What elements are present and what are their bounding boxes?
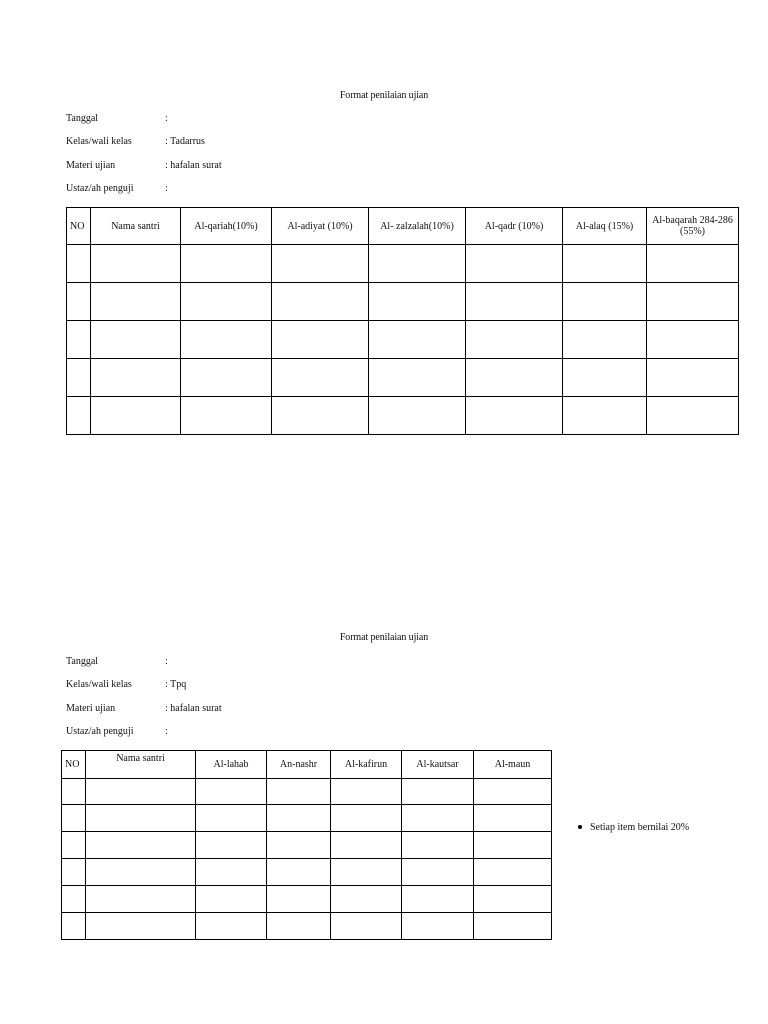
table-cell[interactable] <box>196 832 267 859</box>
table-cell[interactable] <box>272 245 369 283</box>
scoring-note-text: Setiap item bernilai 20% <box>590 822 690 833</box>
table-cell[interactable] <box>563 397 647 435</box>
examiner-label: Ustaz/ah penguji <box>66 183 134 194</box>
table-cell[interactable] <box>86 886 196 913</box>
table-cell[interactable] <box>466 359 563 397</box>
table-cell[interactable] <box>647 397 739 435</box>
table-cell[interactable] <box>86 805 196 832</box>
material-label: Materi ujian <box>66 703 116 714</box>
table-row <box>67 283 739 321</box>
table-cell[interactable] <box>62 805 86 832</box>
header-student-name: Nama santri <box>86 751 196 779</box>
header-al-maun: Al-maun <box>474 751 552 779</box>
table-row <box>62 859 552 886</box>
table-row <box>67 321 739 359</box>
form-2-title: Format penilaian ujian <box>339 632 429 643</box>
table-cell[interactable] <box>267 913 331 940</box>
table-cell[interactable] <box>369 359 466 397</box>
table-row <box>67 397 739 435</box>
table-cell[interactable] <box>267 779 331 805</box>
table-cell[interactable] <box>563 359 647 397</box>
material-label: Materi ujian <box>66 160 116 171</box>
table-cell[interactable] <box>91 321 181 359</box>
table-cell[interactable] <box>181 245 272 283</box>
table-cell[interactable] <box>196 913 267 940</box>
table-cell[interactable] <box>369 245 466 283</box>
header-al-kautsar: Al-kautsar <box>402 751 474 779</box>
table-cell[interactable] <box>331 859 402 886</box>
table-cell[interactable] <box>86 832 196 859</box>
table-cell[interactable] <box>91 283 181 321</box>
table-cell[interactable] <box>466 321 563 359</box>
table-cell[interactable] <box>402 779 474 805</box>
table-cell[interactable] <box>402 859 474 886</box>
table-cell[interactable] <box>267 886 331 913</box>
table-cell[interactable] <box>86 913 196 940</box>
date-value: : <box>165 656 168 667</box>
class-value: : Tpq <box>165 679 187 690</box>
table-row <box>62 913 552 940</box>
form-1-title: Format penilaian ujian <box>339 90 429 101</box>
table-header-row <box>67 208 739 245</box>
table-cell[interactable] <box>369 321 466 359</box>
table-cell[interactable] <box>647 245 739 283</box>
bullet-icon <box>578 825 582 829</box>
table-header-row <box>62 751 552 779</box>
table-cell[interactable] <box>331 779 402 805</box>
table-cell[interactable] <box>67 397 91 435</box>
table-cell[interactable] <box>181 359 272 397</box>
table-cell[interactable] <box>91 245 181 283</box>
table-cell[interactable] <box>466 397 563 435</box>
table-cell[interactable] <box>267 805 331 832</box>
table-cell[interactable] <box>62 779 86 805</box>
table-row <box>62 832 552 859</box>
material-value: : hafalan surat <box>165 160 222 171</box>
table-cell[interactable] <box>402 805 474 832</box>
table-cell[interactable] <box>369 397 466 435</box>
table-cell[interactable] <box>181 321 272 359</box>
header-student-name: Nama santri <box>91 208 181 245</box>
examiner-value: : <box>165 183 168 194</box>
table-cell[interactable] <box>86 779 196 805</box>
class-label: Kelas/wali kelas <box>66 679 132 690</box>
header-al-baqarah: Al-baqarah 284-286 (55%) <box>647 208 739 245</box>
date-value: : <box>165 113 168 124</box>
examiner-value: : <box>165 726 168 737</box>
table-cell[interactable] <box>267 832 331 859</box>
table-cell[interactable] <box>474 805 552 832</box>
table-row <box>62 805 552 832</box>
table-cell[interactable] <box>647 321 739 359</box>
header-no: NO <box>67 208 91 245</box>
class-value: : Tadarrus <box>165 136 205 147</box>
table-cell[interactable] <box>474 859 552 886</box>
date-label: Tanggal <box>66 656 99 667</box>
examiner-label: Ustaz/ah penguji <box>66 726 134 737</box>
table-row <box>62 886 552 913</box>
table-cell[interactable] <box>196 859 267 886</box>
table-cell[interactable] <box>62 832 86 859</box>
table-cell[interactable] <box>331 913 402 940</box>
table-cell[interactable] <box>563 283 647 321</box>
table-cell[interactable] <box>647 283 739 321</box>
scoring-note <box>578 822 689 833</box>
table-cell[interactable] <box>369 283 466 321</box>
table-cell[interactable] <box>466 245 563 283</box>
table-cell[interactable] <box>402 913 474 940</box>
table-row <box>67 359 739 397</box>
table-row <box>62 779 552 805</box>
table-row <box>67 245 739 283</box>
header-al-qadr: Al-qadr (10%) <box>466 208 563 245</box>
header-al-zalzalah: Al- zalzalah(10%) <box>369 208 466 245</box>
table-cell[interactable] <box>466 283 563 321</box>
table-cell[interactable] <box>196 805 267 832</box>
header-al-qariah: Al-qariah(10%) <box>181 208 272 245</box>
table-cell[interactable] <box>563 245 647 283</box>
date-label: Tanggal <box>66 113 99 124</box>
table-cell[interactable] <box>647 359 739 397</box>
header-al-alaq: Al-alaq (15%) <box>563 208 647 245</box>
table-cell[interactable] <box>62 913 86 940</box>
table-cell[interactable] <box>91 397 181 435</box>
table-cell[interactable] <box>331 832 402 859</box>
table-cell[interactable] <box>474 832 552 859</box>
score-table-1 <box>66 207 739 435</box>
table-cell[interactable] <box>272 397 369 435</box>
table-cell[interactable] <box>67 321 91 359</box>
material-value: : hafalan surat <box>165 703 222 714</box>
header-no: NO <box>62 751 86 779</box>
table-cell[interactable] <box>402 886 474 913</box>
table-cell[interactable] <box>62 886 86 913</box>
table-cell[interactable] <box>181 397 272 435</box>
table-cell[interactable] <box>272 359 369 397</box>
header-al-kafirun: Al-kafirun <box>331 751 402 779</box>
header-al-adiyat: Al-adiyat (10%) <box>272 208 369 245</box>
table-cell[interactable] <box>474 913 552 940</box>
table-cell[interactable] <box>67 245 91 283</box>
table-cell[interactable] <box>67 359 91 397</box>
table-cell[interactable] <box>331 886 402 913</box>
table-cell[interactable] <box>86 859 196 886</box>
table-cell[interactable] <box>563 321 647 359</box>
score-table-2 <box>61 750 552 940</box>
table-cell[interactable] <box>91 359 181 397</box>
table-cell[interactable] <box>67 283 91 321</box>
table-cell[interactable] <box>196 779 267 805</box>
class-label: Kelas/wali kelas <box>66 136 132 147</box>
table-cell[interactable] <box>267 859 331 886</box>
table-cell[interactable] <box>474 779 552 805</box>
table-cell[interactable] <box>331 805 402 832</box>
header-an-nashr: An-nashr <box>267 751 331 779</box>
table-cell[interactable] <box>272 283 369 321</box>
table-cell[interactable] <box>474 886 552 913</box>
table-cell[interactable] <box>62 859 86 886</box>
table-cell[interactable] <box>181 283 272 321</box>
table-cell[interactable] <box>402 832 474 859</box>
table-cell[interactable] <box>196 886 267 913</box>
header-al-lahab: Al-lahab <box>196 751 267 779</box>
table-cell[interactable] <box>272 321 369 359</box>
